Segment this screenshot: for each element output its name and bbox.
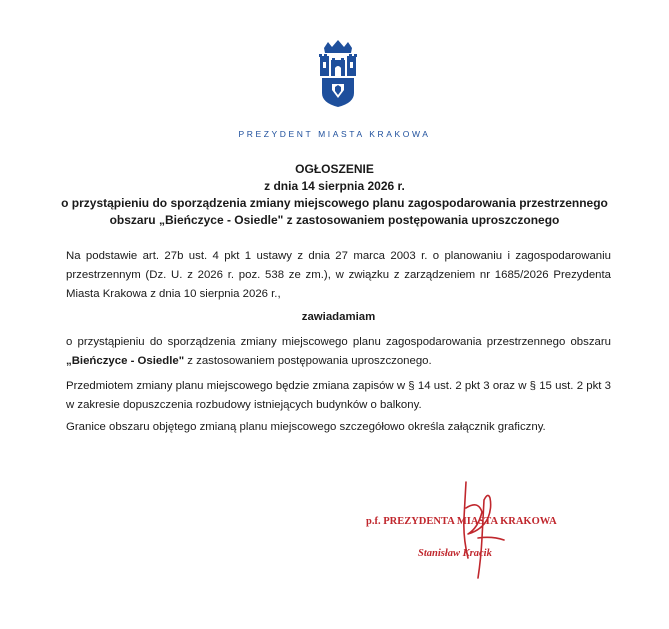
- subject-prefix: o przystąpieniu do sporządzenia zmiany miejscowego planu zagospodarowania przestrzennego obszaru: [66, 336, 611, 348]
- boundaries-paragraph: Granice obszaru objętego zmianą planu miejscowego szczegółowo określa załącznik graficzny.: [66, 421, 546, 433]
- announcement-title: [40, 161, 629, 229]
- title-heading: OGŁOSZENIE: [295, 162, 374, 176]
- subject-paragraph: [66, 333, 611, 371]
- announce-word: zawiadamiam: [301, 311, 376, 323]
- title-subject: o przystąpieniu do sporządzenia zmiany miejscowego planu zagospodarowania przestrzennego: [61, 196, 608, 210]
- title-area-prefix: obszaru: [109, 213, 159, 227]
- organization-header: PREZYDENT MIASTA KRAKOWA: [238, 129, 431, 139]
- signatory-title: p.f. PREZYDENTA MIASTA KRAKOWA: [366, 516, 557, 527]
- title-area-name: „Bieńczyce - Osiedle": [158, 213, 284, 227]
- title-area-suffix: z zastosowaniem postępowania uproszczonego: [283, 213, 560, 227]
- krakow-coat-of-arms-icon: [314, 38, 362, 108]
- handwritten-signature: [448, 478, 508, 588]
- legal-basis-paragraph: Na podstawie art. 27b ust. 4 pkt 1 ustawy z dnia 27 marca 2003 r. o planowaniu i zagospodarowaniu przestrzennym (Dz. U. z 2026 r. poz. 538 ze zm.), w związku z zarządzeniem nr 1685/2026 Prezydenta Miasta Krakowa z dnia 10 sierpnia 2026 r.,: [66, 250, 611, 300]
- subject-suffix: z zastosowaniem postępowania uproszczonego.: [184, 355, 432, 367]
- title-date: z dnia 14 sierpnia 2026 r.: [264, 179, 405, 193]
- scope-paragraph: Przedmiotem zmiany planu miejscowego będzie zmiana zapisów w § 14 ust. 2 pkt 3 oraz w § 15 ust. 2 pkt 3 w zakresie dopuszczenia rozbudowy istniejących budynków o balkony.: [66, 380, 611, 411]
- subject-area-name: „Bieńczyce - Osiedle": [66, 355, 185, 367]
- title-subject-area: [40, 212, 629, 229]
- signatory-name: Stanisław Kracik: [418, 548, 492, 559]
